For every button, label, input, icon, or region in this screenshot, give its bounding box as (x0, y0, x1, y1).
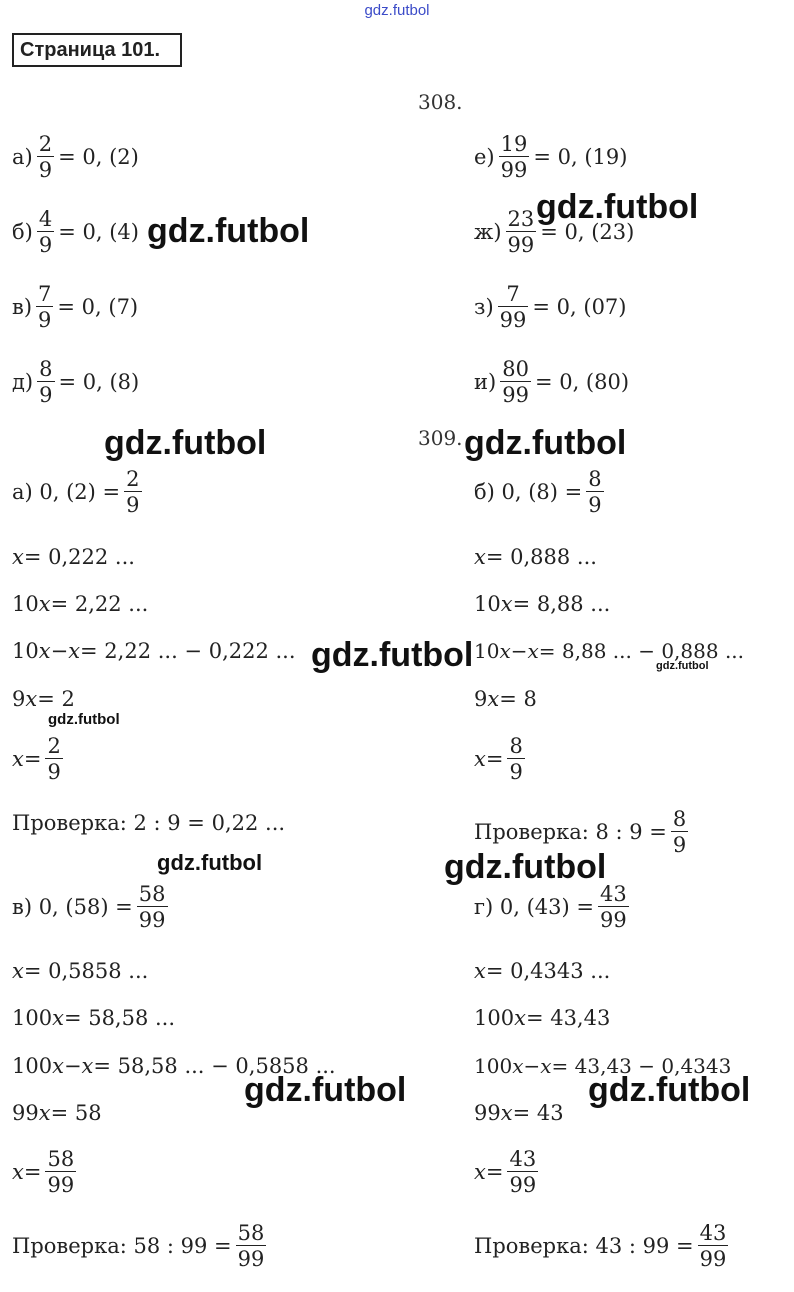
item-result: = 0, (07) (532, 294, 627, 319)
numerator: 23 (507, 207, 535, 231)
variable: x (474, 746, 486, 771)
task-309-c-head (12, 883, 172, 931)
numerator: 8 (39, 357, 53, 381)
variable: x (38, 1101, 51, 1125)
task-308-item-i (474, 358, 629, 406)
task-309-a-line2 (12, 594, 148, 615)
variable: x (499, 639, 511, 663)
denominator: 9 (39, 383, 53, 408)
task-309-a-line5 (12, 735, 67, 783)
task-309-d-line4 (474, 1103, 564, 1124)
numerator: 58 (138, 882, 166, 906)
watermark: gdz.futbol (48, 711, 120, 728)
variable: x (38, 639, 51, 663)
page-title: Страница 101. (12, 33, 182, 67)
top-watermark[interactable]: gdz.futbol (364, 2, 430, 19)
task-309-a-line4 (12, 689, 75, 710)
expression: = 0,888 ... (485, 545, 597, 569)
check-text: Проверка: 58 : 99 = (12, 1233, 232, 1258)
item-label: а) (12, 144, 33, 169)
check-text: Проверка: 43 : 99 = (474, 1233, 694, 1258)
watermark: gdz.futbol (444, 848, 607, 886)
denominator: 99 (47, 1173, 75, 1198)
numerator: 58 (47, 1147, 75, 1171)
expression: = 0,5858 ... (23, 959, 149, 983)
denominator: 99 (507, 233, 535, 258)
variable: x (12, 545, 24, 569)
task-308-number: 308. (418, 90, 463, 114)
fraction (137, 883, 168, 931)
fraction (37, 208, 54, 256)
task-309-d-line1 (474, 961, 610, 982)
variable: x (487, 687, 500, 711)
variable: x (12, 959, 24, 983)
fraction (45, 735, 62, 783)
fraction (506, 208, 537, 256)
fraction (36, 283, 53, 331)
numerator: 7 (506, 282, 520, 306)
coefficient: 100 (12, 1006, 53, 1030)
denominator: 99 (502, 383, 529, 408)
task-309-b-line4 (474, 689, 537, 710)
item-result: = 0, (4) (58, 219, 139, 244)
item-result: = 0, (2) (58, 144, 139, 169)
fraction (124, 468, 141, 516)
coefficient: 100 (474, 1006, 515, 1030)
item-result: = 0, (23) (540, 219, 635, 244)
expression: = 8,88 ... − 0,888 ... (538, 639, 745, 663)
task-308-item-v (12, 283, 138, 331)
item-label: з) (474, 294, 494, 319)
operator: − (63, 1054, 82, 1078)
fraction (499, 133, 530, 181)
denominator: 99 (699, 1247, 727, 1272)
item-result: = 0, (80) (534, 369, 630, 394)
fraction (500, 358, 531, 406)
watermark: gdz.futbol (464, 424, 627, 462)
task-308-item-a (12, 133, 139, 181)
denominator: 99 (499, 308, 527, 333)
task-309-d-head (474, 883, 633, 931)
numerator: 2 (126, 467, 140, 491)
denominator: 9 (672, 833, 687, 858)
task-309-number: 309. (418, 426, 463, 450)
expression: = 0,4343 ... (485, 959, 611, 983)
numerator: 43 (509, 1147, 537, 1171)
item-label: в) (12, 294, 33, 319)
coefficient: 100 (474, 1054, 513, 1078)
head-text: г) 0, (43) = (474, 894, 594, 919)
task-309-a-check (12, 813, 285, 834)
task-308-item-z (474, 283, 626, 331)
expression: = 43 (512, 1101, 564, 1125)
coefficient: 9 (12, 687, 26, 711)
variable: x (81, 1054, 94, 1078)
watermark: gdz.futbol (104, 424, 267, 462)
coefficient: 10 (12, 639, 39, 663)
expression: = 8,88 ... (512, 592, 611, 616)
task-309-d-line5 (474, 1148, 542, 1196)
numerator: 58 (237, 1221, 265, 1245)
watermark: gdz.futbol (536, 188, 699, 226)
denominator: 9 (38, 308, 52, 333)
variable: x (540, 1054, 552, 1078)
fraction (236, 1222, 267, 1270)
operator: − (50, 639, 69, 663)
expression: = 2,22 ... (50, 592, 149, 616)
fraction (698, 1222, 729, 1270)
coefficient: 10 (474, 639, 500, 663)
denominator: 99 (138, 908, 166, 933)
expression: = 58,58 ... (63, 1006, 176, 1030)
task-309-a-line3 (12, 641, 296, 662)
denominator: 9 (509, 760, 523, 785)
denominator: 99 (500, 158, 528, 183)
variable: x (12, 746, 24, 771)
item-label: е) (474, 144, 495, 169)
denominator: 99 (509, 1173, 537, 1198)
task-309-b-head (474, 468, 608, 516)
variable: x (12, 1159, 24, 1184)
watermark: gdz.futbol (157, 850, 263, 875)
variable: x (474, 545, 486, 569)
coefficient: 10 (12, 592, 39, 616)
watermark: gdz.futbol (656, 660, 709, 672)
operator: = (23, 1159, 42, 1184)
task-309-b-line2 (474, 594, 610, 615)
numerator: 2 (38, 132, 53, 156)
numerator: 8 (588, 467, 602, 491)
variable: x (68, 639, 81, 663)
numerator: 7 (38, 282, 52, 306)
item-label: ж) (474, 219, 502, 244)
watermark: gdz.futbol (244, 1071, 407, 1109)
variable: x (500, 1101, 513, 1125)
task-308-item-d (12, 358, 139, 406)
denominator: 99 (599, 908, 627, 933)
numerator: 80 (502, 357, 529, 381)
numerator: 4 (38, 207, 53, 231)
numerator: 43 (599, 882, 627, 906)
expression: = 2,22 ... − 0,222 ... (80, 639, 296, 663)
task-309-a-line1 (12, 547, 135, 568)
expression: = 58,58 ... − 0,5858 ... (93, 1054, 336, 1078)
watermark: gdz.futbol (147, 212, 310, 250)
operator: = (485, 1159, 504, 1184)
denominator: 9 (38, 158, 53, 183)
expression: = 2 (37, 687, 75, 711)
coefficient: 10 (474, 592, 501, 616)
variable: x (527, 639, 539, 663)
coefficient: 99 (474, 1101, 501, 1125)
coefficient: 9 (474, 687, 488, 711)
variable: x (512, 1054, 524, 1078)
task-309-a-head (12, 468, 146, 516)
variable: x (52, 1006, 64, 1030)
watermark: gdz.futbol (311, 636, 474, 674)
variable: x (500, 592, 513, 616)
operator: = (23, 746, 42, 771)
task-309-d-line2 (474, 1008, 610, 1029)
denominator: 9 (47, 760, 61, 785)
task-309-d-check (474, 1222, 732, 1270)
fraction (671, 808, 688, 856)
task-308-item-e (474, 133, 627, 181)
head-text: в) 0, (58) = (12, 894, 133, 919)
expression: = 0,222 ... (23, 545, 135, 569)
variable: x (474, 1159, 486, 1184)
fraction (507, 1148, 538, 1196)
operator: − (510, 639, 528, 663)
check-text: Проверка: 2 : 9 = 0,22 ... (12, 811, 286, 835)
variable: x (474, 959, 486, 983)
head-text: а) 0, (2) = (12, 479, 121, 504)
task-309-c-line4 (12, 1103, 102, 1124)
item-result: = 0, (7) (57, 294, 139, 319)
denominator: 9 (126, 493, 140, 518)
fraction (498, 283, 529, 331)
head-text: б) 0, (8) = (474, 479, 583, 504)
variable: x (38, 592, 51, 616)
task-309-b-line3 (474, 641, 744, 661)
item-label: б) (12, 219, 33, 244)
operator: = (485, 746, 504, 771)
numerator: 2 (47, 734, 61, 758)
task-308-item-b (12, 208, 139, 256)
task-309-c-check (12, 1222, 270, 1270)
item-label: и) (474, 369, 497, 394)
denominator: 99 (237, 1247, 265, 1272)
numerator: 19 (500, 132, 528, 156)
expression: = 43,43 (525, 1006, 611, 1030)
denominator: 9 (38, 233, 53, 258)
operator: − (523, 1054, 541, 1078)
item-label: д) (12, 369, 34, 394)
numerator: 8 (672, 807, 687, 831)
expression: = 43,43 − 0,4343 (551, 1054, 732, 1078)
expression: = 58 (50, 1101, 102, 1125)
expression: = 8 (499, 687, 537, 711)
task-309-c-line2 (12, 1008, 175, 1029)
watermark: gdz.futbol (588, 1071, 751, 1109)
variable: x (514, 1006, 526, 1030)
check-text: Проверка: 8 : 9 = (474, 819, 667, 844)
denominator: 9 (588, 493, 602, 518)
fraction (37, 358, 54, 406)
numerator: 43 (699, 1221, 727, 1245)
item-result: = 0, (8) (58, 369, 140, 394)
numerator: 8 (509, 734, 523, 758)
fraction (45, 1148, 76, 1196)
task-309-b-line5 (474, 735, 529, 783)
fraction (37, 133, 54, 181)
variable: x (25, 687, 38, 711)
task-309-b-line1 (474, 547, 597, 568)
fraction (586, 468, 603, 516)
fraction (598, 883, 629, 931)
coefficient: 99 (12, 1101, 39, 1125)
task-309-c-line5 (12, 1148, 80, 1196)
fraction (507, 735, 524, 783)
item-result: = 0, (19) (533, 144, 628, 169)
coefficient: 100 (12, 1054, 53, 1078)
variable: x (52, 1054, 64, 1078)
task-309-c-line1 (12, 961, 148, 982)
